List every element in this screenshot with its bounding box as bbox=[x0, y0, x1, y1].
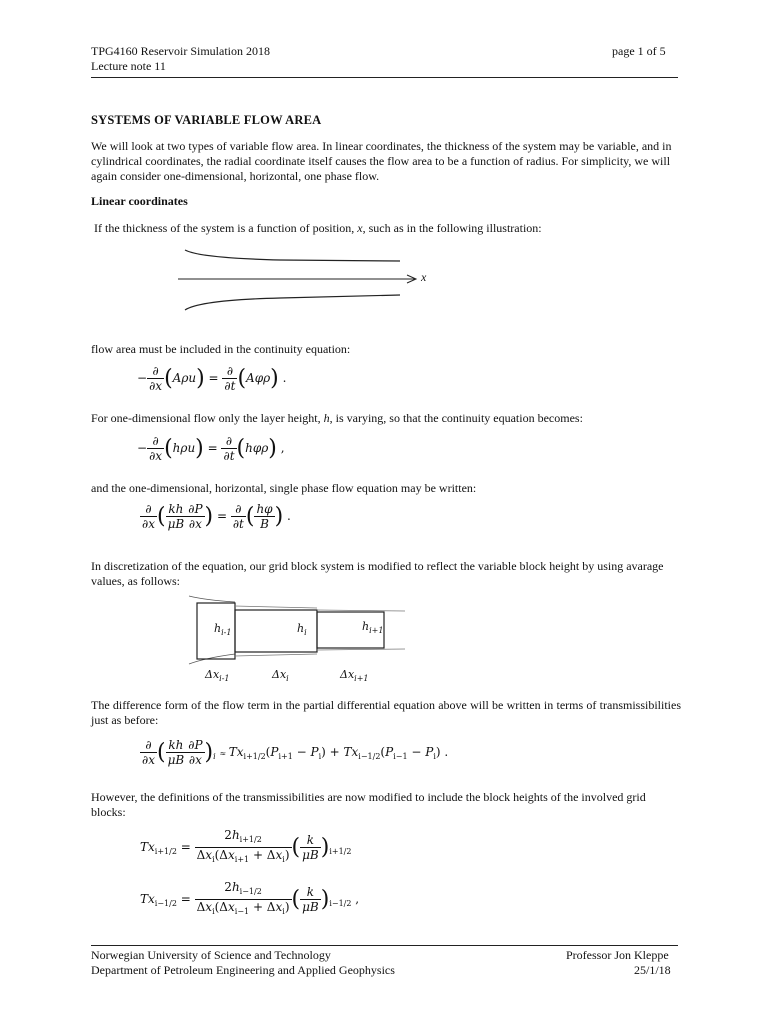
flow-equation: $\frac{\partial}{\partial x}$ ( $\frac{kh}{\mu B}$ $\frac{\partial P}{\partial x}$ ) = $\frac{\partial}{\partial t}$ ( $\frac{h\varphi}{B}$ ) . bbox=[142, 502, 291, 531]
flow-area-paragraph: flow area must be included in the continuity equation: bbox=[91, 342, 351, 356]
grid-upper-curve bbox=[189, 596, 235, 602]
footer-rule bbox=[91, 945, 678, 946]
thickness-var: x bbox=[357, 221, 363, 235]
h-label-i-plus-1: $h_{i+1}$ bbox=[362, 620, 384, 635]
flow-equation-paragraph: and the one-dimensional, horizontal, single phase flow equation may be written: bbox=[91, 481, 477, 495]
difference-paragraph: The difference form of the flow term in the partial differential equation above will be written in terms of transmissibilities just as before: bbox=[91, 698, 681, 727]
footer-date: 25/1/18 bbox=[634, 963, 671, 977]
header-page-number: page 1 of 5 bbox=[612, 44, 666, 58]
continuity-equation-height: − $\frac{\partial}{\partial x}$ (hρu) = $\frac{\partial}{\partial t}$ (hφρ) , bbox=[137, 434, 285, 463]
intro-paragraph: We will look at two types of variable flow area. In linear coordinates, the thickness of the system may be variable, and in cylindrical coordinates, the radial coordinate itself causes the flow area to be a function of radius. For simplicity, we will again consider one-dimensional, horizontal, one phase flow. bbox=[91, 139, 672, 183]
discretization-paragraph: In discretization of the equation, our grid block system is modified to reflect the variable block height by using avarage values, as follows: bbox=[91, 559, 664, 588]
x-axis-label: x bbox=[421, 270, 427, 284]
h-label-i-minus-1: $h_{i-1}$ bbox=[214, 622, 232, 637]
footer-professor: Professor Jon Kleppe bbox=[566, 948, 669, 962]
one-dim-var: h bbox=[323, 411, 330, 425]
h-label-i: $h_i$ bbox=[297, 622, 307, 637]
footer-department: Department of Petroleum Engineering and Applied Geophysics bbox=[91, 963, 395, 977]
header-rule bbox=[91, 77, 678, 78]
one-dim-text-b: , is varying, so that the continuity equation becomes: bbox=[329, 411, 583, 425]
transmissibility-difference-equation: $\frac{\partial}{\partial x}$ ( $\frac{kh}{\mu B}$ $\frac{\partial P}{\partial x}$ )$_i \approx Tx_{i+1/2}(P_{i+1} - P_i) + Tx_{i-1/2}(P_{i-1} - P_i)$ . bbox=[142, 738, 449, 767]
upper-boundary-line bbox=[185, 250, 400, 261]
dx-label-i: $\Delta x_i$ bbox=[272, 668, 289, 683]
thickness-text-a: If the thickness of the system is a function of position, bbox=[94, 221, 355, 235]
however-paragraph: However, the definitions of the transmissibilities are now modified to include the block heights of the involved grid blocks: bbox=[91, 790, 646, 819]
dx-label-i-minus-1: $\Delta x_{i-1}$ bbox=[205, 668, 230, 683]
header-lecture-note: Lecture note 11 bbox=[91, 59, 166, 73]
transmissibility-plus-equation: $Tx_{i+1/2}$ = $\frac{2h_{i+1/2}}{\Delta x_i(\Delta x_{i+1} + \Delta x_i)}$ ( $\frac{k}{\mu B}$ )$_{i+1/2}$ bbox=[140, 828, 352, 864]
footer-university: Norwegian University of Science and Technology bbox=[91, 948, 331, 962]
thickness-illustration bbox=[170, 240, 440, 320]
one-dim-paragraph bbox=[91, 411, 681, 426]
transmissibility-minus-equation: $Tx_{i-1/2}$ = $\frac{2h_{i-1/2}}{\Delta x_i(\Delta x_{i-1} + \Delta x_i)}$ ( $\frac{k}{\mu B}$ )$_{i-1/2}$ , bbox=[140, 880, 360, 916]
continuity-equation: − $\frac{\partial}{\partial x}$ (Aρu) = $\frac{\partial}{\partial t}$ (Aφρ) . bbox=[137, 364, 287, 393]
lower-boundary-line bbox=[185, 295, 400, 310]
section-subtitle: Linear coordinates bbox=[91, 194, 188, 208]
dx-label-i-plus-1: $\Delta x_{i+1}$ bbox=[340, 668, 369, 683]
thickness-text-b: , such as in the following illustration: bbox=[362, 221, 542, 235]
header-course: TPG4160 Reservoir Simulation 2018 bbox=[91, 44, 270, 58]
one-dim-text-a: For one-dimensional flow only the layer height, bbox=[91, 411, 321, 425]
page-title: SYSTEMS OF VARIABLE FLOW AREA bbox=[91, 113, 322, 127]
thickness-paragraph bbox=[94, 221, 684, 236]
